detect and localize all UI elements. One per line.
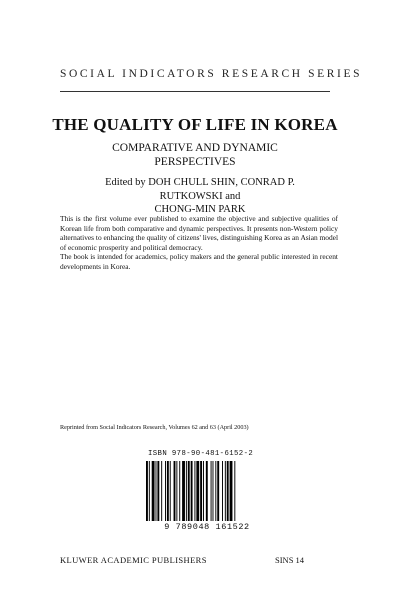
series-number: SINS 14 bbox=[275, 555, 305, 565]
barcode-bar bbox=[179, 461, 180, 521]
barcode-bar bbox=[188, 461, 190, 521]
book-description bbox=[60, 214, 338, 272]
book-title: THE QUALITY OF LIFE IN KOREA bbox=[52, 115, 338, 134]
barcode-bar bbox=[203, 461, 204, 521]
barcode-bar bbox=[156, 461, 157, 521]
barcode-bar bbox=[191, 461, 193, 521]
series-heading: SOCIAL INDICATORS RESEARCH SERIES bbox=[60, 68, 363, 80]
barcode-bar bbox=[152, 461, 155, 521]
book-subtitle bbox=[100, 141, 290, 169]
publisher-name: KLUWER ACADEMIC PUBLISHERS bbox=[60, 555, 207, 565]
barcode-bar bbox=[176, 461, 177, 521]
barcode-bar bbox=[213, 461, 214, 521]
barcode-bar bbox=[227, 461, 229, 521]
barcode-number: 9 789048 161522 bbox=[164, 522, 250, 532]
barcode-bar bbox=[174, 461, 176, 521]
barcode-bar bbox=[222, 461, 223, 521]
reprint-note: Reprinted from Social Indicators Research, Volumes 62 and 63 (April 2003) bbox=[60, 424, 249, 431]
editors-credit bbox=[75, 176, 325, 217]
barcode-bar bbox=[217, 461, 219, 521]
subtitle-line-1: COMPARATIVE AND DYNAMIC bbox=[112, 142, 278, 154]
barcode-image bbox=[142, 461, 272, 521]
barcode-bars bbox=[142, 461, 272, 521]
barcode-bar bbox=[215, 461, 216, 521]
barcode-bar bbox=[211, 461, 212, 521]
subtitle-line-2: PERSPECTIVES bbox=[154, 156, 236, 168]
barcode-bar bbox=[194, 461, 195, 521]
series-rule bbox=[60, 91, 330, 92]
barcode-bar bbox=[186, 461, 187, 521]
barcode-bar bbox=[167, 461, 169, 521]
barcode-bar bbox=[230, 461, 233, 521]
barcode-bar bbox=[225, 461, 226, 521]
description-paragraph: This is the first volume ever published to examine the objective and subjective qualities of Korean life from both comparative and dynamic perspectives. It presents non-Western policy alternatives to enhancing the quality of citizens' lives, distinguishing Korea as an Asian model of economic prosperity and political democracy. bbox=[60, 214, 339, 252]
editors-line-1: Edited by DOH CHULL SHIN, CONRAD P. RUTKOWSKI and bbox=[105, 177, 295, 202]
editors-line-2: CHONG-MIN PARK bbox=[154, 204, 246, 215]
barcode-bar bbox=[196, 461, 199, 521]
barcode-bar bbox=[157, 461, 159, 521]
barcode-bar bbox=[149, 461, 150, 521]
barcode-bar bbox=[182, 461, 185, 521]
barcode-bar bbox=[146, 461, 148, 521]
barcode-bar bbox=[206, 461, 208, 521]
description-paragraph: The book is intended for academics, policy makers and the general public interested in recent developments in Korea. bbox=[60, 252, 338, 271]
barcode-bar bbox=[200, 461, 202, 521]
isbn-label: ISBN 978-90-481-6152-2 bbox=[148, 450, 254, 458]
barcode-bar bbox=[170, 461, 171, 521]
barcode-bar bbox=[234, 461, 235, 521]
barcode-bar bbox=[165, 461, 166, 521]
barcode-bar bbox=[161, 461, 162, 521]
